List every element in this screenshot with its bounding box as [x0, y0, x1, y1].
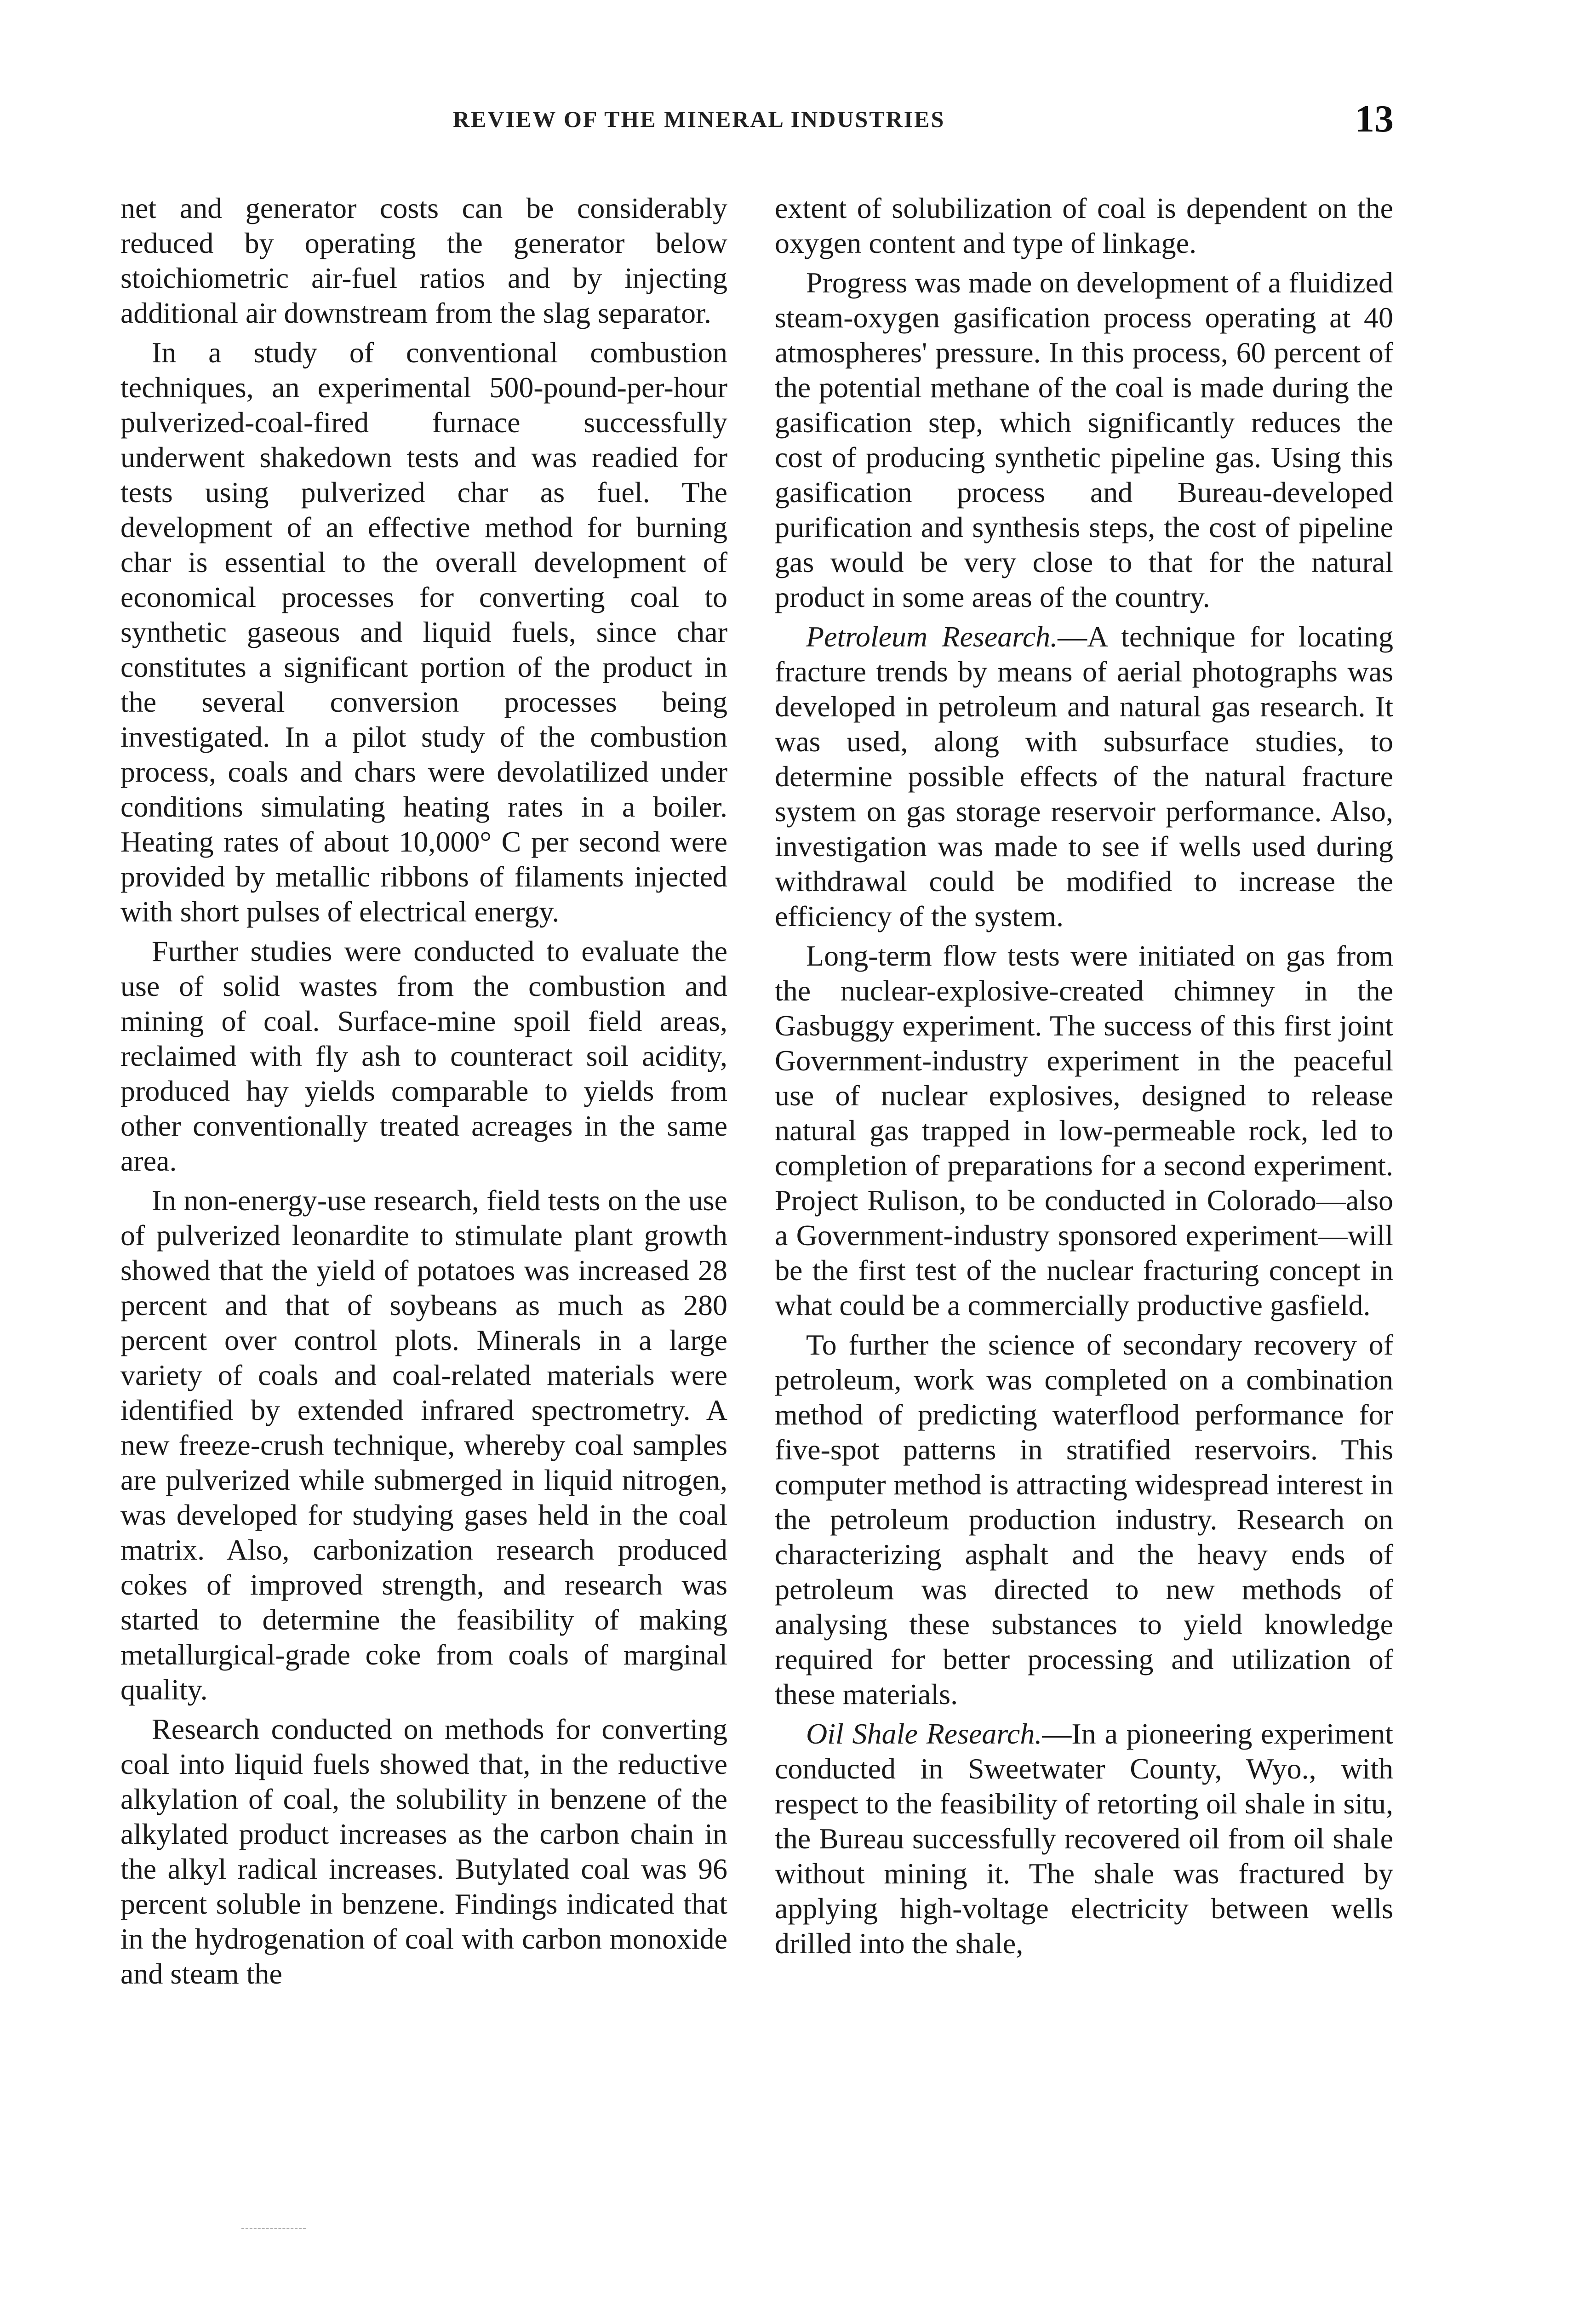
left-column [120, 191, 727, 1996]
footer-dash-mark [241, 2228, 306, 2229]
paragraph: Long-term flow tests were initiated on gas from the nuclear-explosive-created chimney in the Gasbuggy experiment. The success of this first joint Government-industry experiment in the peaceful use of nuclear explosives, designed to release natural gas trapped in low-permeable rock, led to completion of preparations for a second experiment. Project Rulison, to be conducted in Colorado—also a Government-industry sponsored experiment—will be the first test of the nuclear fracturing concept in what could be a commercially productive gasfield. [775, 939, 1393, 1321]
section-heading-petroleum-research: Petroleum Research. [806, 620, 1058, 653]
paragraph-petroleum-research [775, 619, 1393, 934]
paragraph: In a study of conventional combustion techniques, an experimental 500-pound-per-hour pulverized-coal-fired furnace successfully underwent shakedown tests and was readied for tests using pulverized char as fuel. The development of an effective method for burning char is essential to the overall development of economical processes for converting coal to synthetic gaseous and liquid fuels, since char constitutes a significant portion of the product in the several conversion processes being investigated. In a pilot study of the combustion process, coals and chars were devolatilized under conditions simulating heating rates in a boiler. Heating rates of about 10,000° C per second were provided by metallic ribbons of filaments injected with short pulses of electrical energy. [120, 336, 727, 928]
paragraph-body: —A technique for locating fracture trends by means of aerial photographs was developed in petroleum and natural gas research. It was used, along with subsurface studies, to determine possible effects of the natural fracture system on gas storage reservoir performance. Also, investigation was made to see if wells used during withdrawal could be modified to increase the efficiency of the system. [775, 620, 1394, 932]
page-number: 13 [1355, 97, 1394, 140]
section-heading-oil-shale-research: Oil Shale Research. [806, 1717, 1042, 1750]
paragraph: To further the science of secondary recovery of petroleum, work was completed on a combination method of predicting waterflood performance for five-spot patterns in stratified reservoirs. This computer method is attracting widespread interest in the petroleum production industry. Research on characterizing asphalt and the heavy ends of petroleum was directed to new methods of analysing these substances to yield knowledge required for better processing and utilization of these materials. [775, 1328, 1393, 1710]
right-column [775, 191, 1393, 1966]
paragraph: Further studies were conducted to evaluate the use of solid wastes from the combustion and mining of coal. Surface-mine spoil field areas, reclaimed with fly ash to counteract soil acidity, produced hay yields comparable to yields from other conventionally treated acreages in the same area. [120, 935, 727, 1177]
paragraph: Research conducted on methods for converting coal into liquid fuels showed that, in the reductive alkylation of coal, the solubility in benzene of the alkylated product increases as the carbon chain in the alkyl radical increases. Butylated coal was 96 percent soluble in benzene. Findings indicated that in the hydrogenation of coal with carbon monoxide and steam the [120, 1713, 727, 1990]
running-head [0, 97, 1596, 147]
paragraph: net and generator costs can be considerably reduced by operating the generator below stoichiometric air-fuel ratios and by injecting additional air downstream from the slag separator. [120, 192, 727, 329]
paragraph: Progress was made on development of a fluidized steam-oxygen gasification process operating at 40 atmospheres' pressure. In this process, 60 percent of the potential methane of the coal is made during the gasification step, which significantly reduces the cost of producing synthetic pipeline gas. Using this gasification process and Bureau-developed purification and synthesis steps, the cost of pipeline gas would be very close to that for the natural product in some areas of the country. [775, 266, 1393, 613]
paragraph-body: —In a pioneering experiment conducted in Sweetwater County, Wyo., with respect to the feasibility of retorting oil shale in situ, the Bureau successfully recovered oil from oil shale without mining it. The shale was fractured by applying high-voltage electricity between wells drilled into the shale, [775, 1717, 1394, 1960]
paragraph: In non-energy-use research, field tests on the use of pulverized leonardite to stimulate plant growth showed that the yield of potatoes was increased 28 percent and that of soybeans as much as 280 percent over control plots. Minerals in a large variety of coals and coal-related materials were identified by extended infrared spectrometry. A new freeze-crush technique, whereby coal samples are pulverized while submerged in liquid nitrogen, was developed for studying gases held in the coal matrix. Also, carbonization research produced cokes of improved strength, and research was started to determine the feasibility of making metallurgical-grade coke from coals of marginal quality. [120, 1184, 727, 1706]
paragraph-oil-shale-research [775, 1716, 1393, 1961]
running-title: REVIEW OF THE MINERAL INDUSTRIES [453, 106, 945, 132]
paragraph: extent of solubilization of coal is dependent on the oxygen content and type of linkage. [775, 192, 1393, 259]
